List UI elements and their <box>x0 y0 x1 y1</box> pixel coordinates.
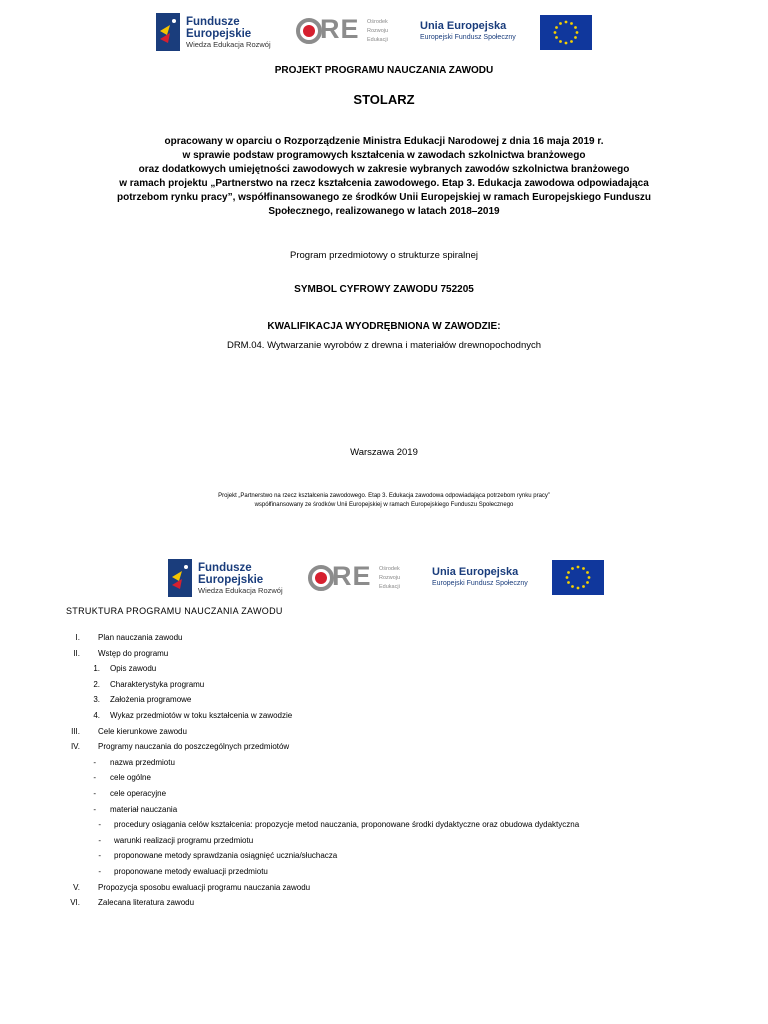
toc-item-number: - <box>93 789 96 798</box>
toc-item-number: I. <box>75 633 80 642</box>
toc-item-number: - <box>98 851 101 861</box>
toc-item-number: - <box>98 820 101 830</box>
ue-logo-text: Unia Europejska Europejski Fundusz Społeczny <box>432 566 528 587</box>
toc-item-number: II. <box>73 648 80 658</box>
fundusze-europejskie-name: Fundusze Europejskie Wiedza Edukacja Rozwój <box>186 16 271 49</box>
profession-symbol: SYMBOL CYFROWY ZAWODU 752205 <box>294 284 474 295</box>
toc-item-label: Programy nauczania do poszczególnych przedmiotów <box>98 742 290 752</box>
toc-item-number: 2. <box>93 679 100 689</box>
toc-item-number: - <box>98 867 101 876</box>
toc-item-label: Propozycja sposobu ewaluacji programu nauczania zawodu <box>98 882 311 892</box>
structure-title: STRUKTURA PROGRAMU NAUCZANIA ZAWODU <box>66 606 283 616</box>
eu-flag-icon <box>540 15 592 50</box>
legal-basis-paragraph: opracowany w oparciu o Rozporządzenie Ministra Edukacji Narodowej z dnia 16 maja 2019 r. w sprawie podstaw programowych kształcenia w zawodach szkolnictwa branżowego oraz dodatkowych umiejętności zawodowych w zakresie wybranych zawodów szkolnictwa branżowego w ramach projektu „Partnerstwo na rzecz kształcenia zawodowego. Etap 3. Edukacja zawodowa odpowiadająca potrzebom rynku pracy”, współfinansowanego ze środków Unii Europejskiej w ramach Europejskiego Funduszu Społecznego, realizowanego w latach 2018–2019 <box>117 136 651 217</box>
ore-logo-subtext: Ośrodek Rozwoju Edukacji <box>379 566 401 590</box>
toc-item-number: - <box>93 773 96 783</box>
toc-item-label: cele operacyjne <box>110 789 167 798</box>
toc-item-label: Opis zawodu <box>110 664 157 674</box>
eu-flag-icon <box>552 560 604 595</box>
toc-item-label: Zalecana literatura zawodu <box>98 898 195 908</box>
fundusze-europejskie-logo-icon <box>156 13 180 51</box>
profession-title: STOLARZ <box>353 92 415 107</box>
toc-item-label: proponowane metody sprawdzania osiągnięć ucznia/słuchacza <box>114 851 338 861</box>
toc-item-label: Wykaz przedmiotów w toku kształcenia w zawodzie <box>110 711 293 720</box>
toc-item-number: VI. <box>70 898 80 908</box>
toc-item-label: Plan nauczania zawodu <box>98 633 183 642</box>
city-year: Warszawa 2019 <box>350 447 418 458</box>
ore-logo-text: RE <box>320 14 360 44</box>
toc-item-number: III. <box>71 726 80 736</box>
document-heading: PROJEKT PROGRAMU NAUCZANIA ZAWODU <box>274 65 494 76</box>
toc-item-number: - <box>98 835 101 845</box>
toc-item-number: 1. <box>93 664 100 674</box>
ore-logo-subtext: Ośrodek Rozwoju Edukacji <box>367 19 389 43</box>
qualification-name: DRM.04. Wytwarzanie wyrobów z drewna i materiałów drewnopochodnych <box>226 340 542 351</box>
toc-item-label: Wstęp do programu <box>98 648 169 658</box>
toc-item-label: Charakterystyka programu <box>110 679 205 689</box>
toc-item-number: - <box>93 804 96 814</box>
ore-logo-text: RE <box>332 561 372 591</box>
toc-item-label: cele ogólne <box>110 773 151 783</box>
logo-bar-top <box>0 12 768 52</box>
toc-item-number: V. <box>73 882 80 892</box>
program-type: Program przedmiotowy o strukturze spiralnej <box>290 250 478 261</box>
ue-logo-text: Unia Europejska Europejski Fundusz Społeczny <box>420 20 516 41</box>
ore-logo-circle-icon <box>308 565 334 591</box>
fundusze-europejskie-name: Fundusze Europejskie Wiedza Edukacja Rozwój <box>198 562 283 595</box>
toc-item-number: 4. <box>93 711 100 720</box>
logo-bar-second <box>0 558 768 598</box>
project-footer: Projekt „Partnerstwo na rzecz kształcenia zawodowego. Etap 3. Edukacja zawodowa odpowiadająca potrzebom rynku pracy” współfinansowany ze środków Unii Europejskiej w ramach Europejskiego Funduszu Społecznego <box>218 493 550 508</box>
ore-logo-circle-icon <box>296 18 322 44</box>
toc-item-label: Cele kierunkowe zawodu <box>98 726 187 736</box>
toc-item-label: materiał nauczania <box>110 804 178 814</box>
toc-item-label: proponowane metody ewaluacji przedmiotu <box>114 867 268 876</box>
toc-item-label: Założenia programowe <box>110 695 192 705</box>
toc-item-number: 3. <box>93 695 100 705</box>
toc-item-label: nazwa przedmiotu <box>110 757 175 767</box>
toc-item-number: IV. <box>70 742 80 752</box>
toc-item-label: procedury osiągania celów kształcenia: propozycje metod nauczania, proponowane środki dydaktyczne oraz obudowa dydaktyczna <box>114 820 580 830</box>
qualification-heading: KWALIFIKACJA WYODRĘBNIONA W ZAWODZIE: <box>267 321 501 332</box>
toc-item-number: - <box>93 757 96 767</box>
toc-item-label: warunki realizacji programu przedmiotu <box>114 835 254 845</box>
fundusze-europejskie-logo-icon <box>168 559 192 597</box>
